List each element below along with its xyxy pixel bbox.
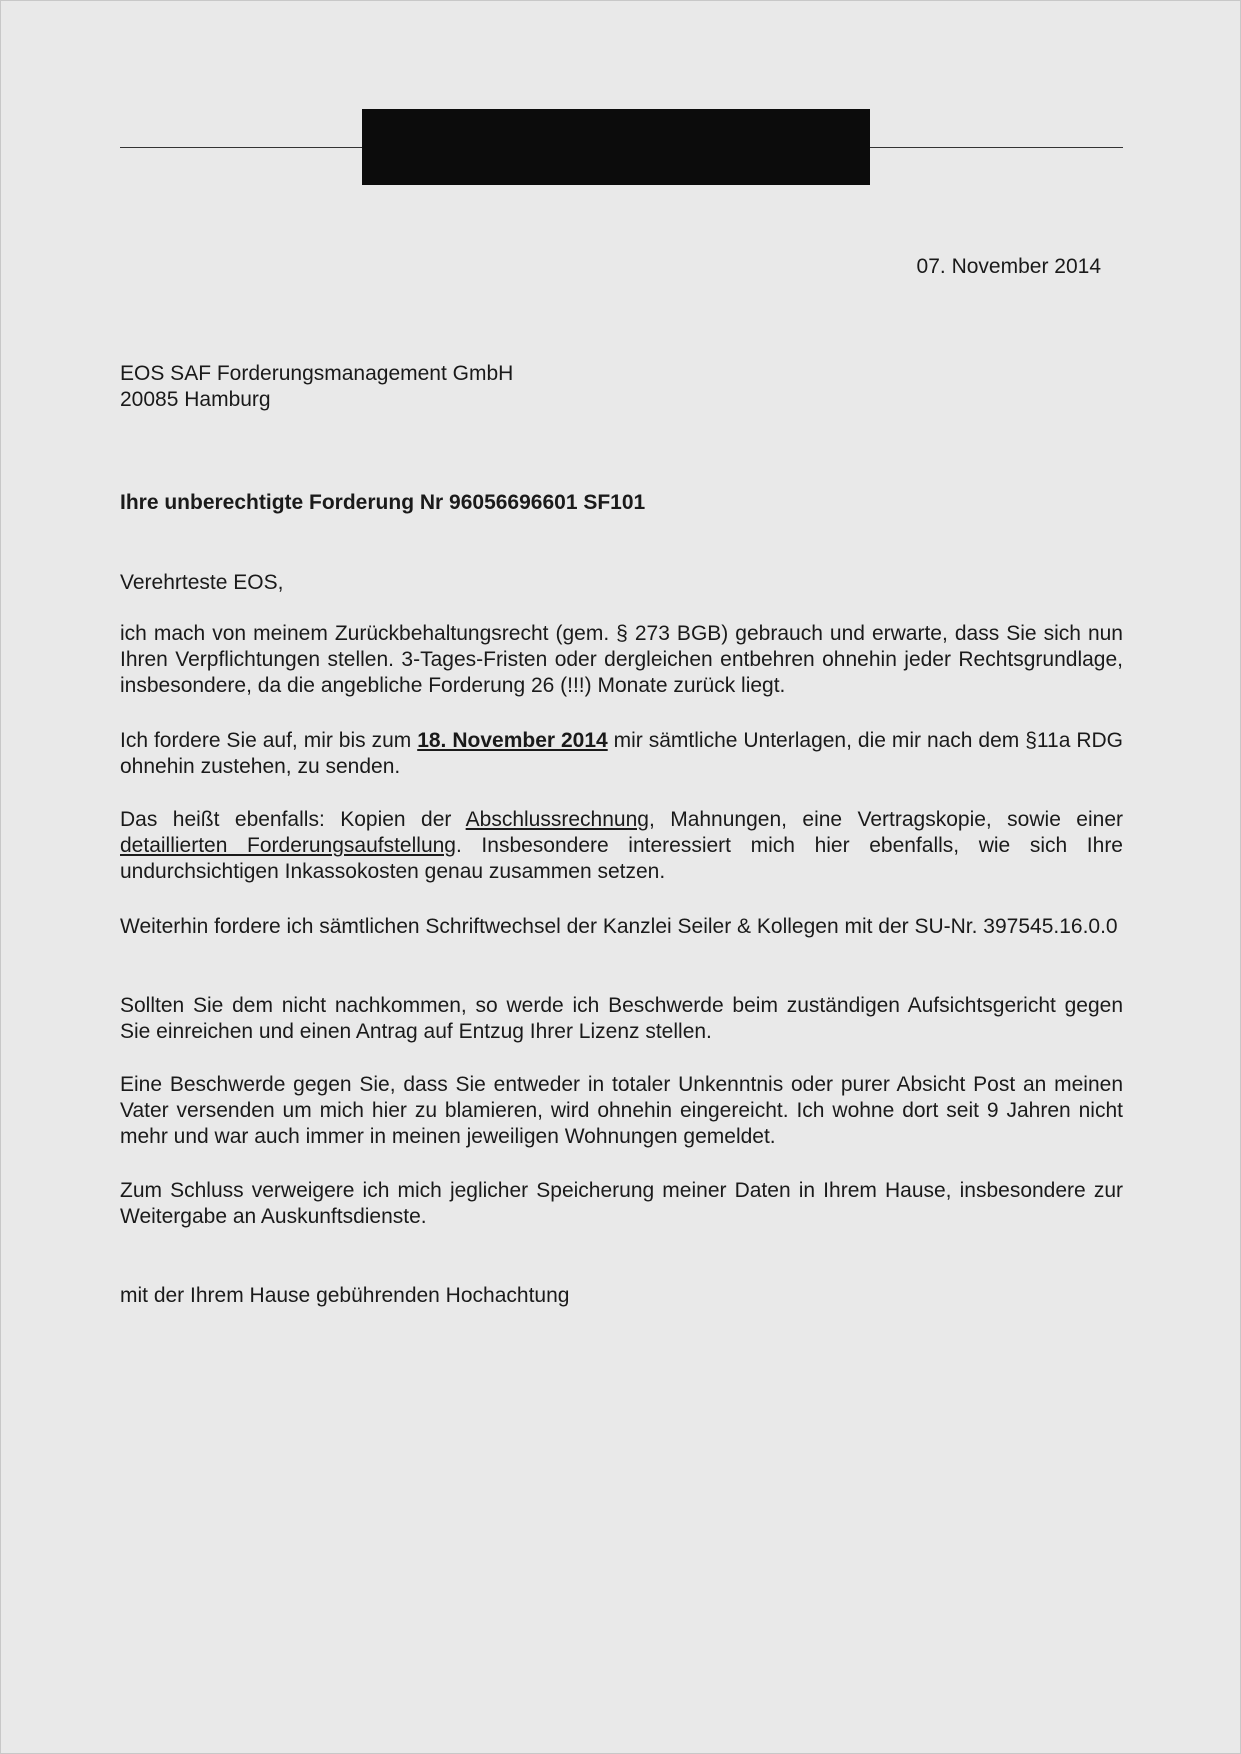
paragraph-data-storage-refusal: Zum Schluss verweigere ich mich jeglicher Speicherung meiner Daten in Ihrem Hause, insbesondere zur Weitergabe an Auskunftsdienste. <box>120 1179 1123 1228</box>
letter-date: 07. November 2014 <box>916 255 1101 278</box>
p3-text-middle: , Mahnungen, eine Vertragskopie, sowie einer <box>648 808 1123 831</box>
paragraph-request-documents <box>120 728 1123 780</box>
p3-text-before: Das heißt ebenfalls: Kopien der <box>120 808 466 831</box>
redacted-letterhead-block <box>362 109 870 185</box>
detailed-claim-statement-term: detaillierten Forderungsaufstellung <box>120 834 456 857</box>
paragraph-complaint-warning: Sollten Sie dem nicht nachkommen, so werde ich Beschwerde beim zuständigen Aufsichtsgericht gegen Sie einreichen und einen Antrag auf Entzug Ihrer Lizenz stellen. <box>120 994 1123 1043</box>
p2-text-after: mir sämtliche Unterlagen, die mir nach dem §11a RDG ohnehin zustehen, zu senden. <box>120 729 1123 778</box>
recipient-city: 20085 Hamburg <box>120 388 271 411</box>
closing-formula: mit der Ihrem Hause gebührenden Hochachtung <box>120 1284 570 1307</box>
letter-subject: Ihre unberechtigte Forderung Nr 96056696601 SF101 <box>120 491 646 514</box>
paragraph-correspondence-request: Weiterhin fordere ich sämtlichen Schriftwechsel der Kanzlei Seiler & Kollegen mit der SU-Nr. 397545.16.0.0 <box>120 915 1118 938</box>
p2-text-before: Ich fordere Sie auf, mir bis zum <box>120 729 418 752</box>
paragraph-document-list <box>120 807 1123 885</box>
recipient-company: EOS SAF Forderungsmanagement GmbH <box>120 362 514 385</box>
final-invoice-term: Abschlussrechnung <box>465 808 649 831</box>
salutation: Verehrteste EOS, <box>120 571 284 594</box>
p3-text-after: . Insbesondere interessiert mich hier ebenfalls, wie sich Ihre undurchsichtigen Inkassokosten genau zusammen setzen. <box>120 834 1123 883</box>
paragraph-retention-right: ich mach von meinem Zurückbehaltungsrecht (gem. § 273 BGB) gebrauch und erwarte, dass Sie sich nun Ihren Verpflichtungen stellen. 3-Tages-Fristen oder dergleichen entbehren ohnehin jeder Rechtsgrundlage, insbesondere, da die angebliche Forderung 26 (!!!) Monate zurück liegt. <box>120 622 1123 697</box>
recipient-address <box>120 361 513 413</box>
deadline-date: 18. November 2014 <box>417 729 608 752</box>
paragraph-complaint-post: Eine Beschwerde gegen Sie, dass Sie entweder in totaler Unkenntnis oder purer Absicht Post an meinen Vater versenden um mich hier zu blamieren, wird ohnehin eingereicht. Ich wohne dort seit 9 Jahren nicht mehr und war auch immer in meinen jeweiligen Wohnungen gemeldet. <box>120 1073 1123 1148</box>
